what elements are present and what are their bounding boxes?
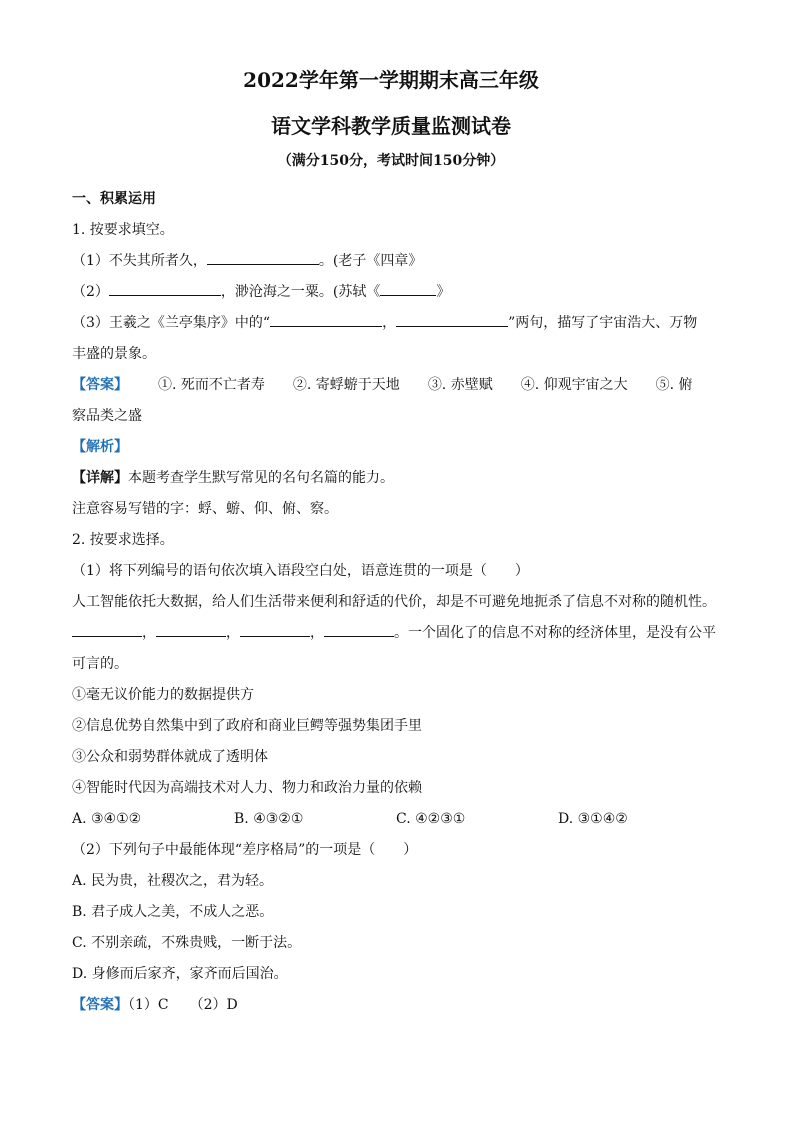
q1-item2-text-a: （2） — [72, 284, 109, 300]
q1-item1-text-a: （1）不失其所者久， — [72, 253, 207, 269]
q1-item3-text-b: ， — [382, 315, 397, 331]
fill-blank — [380, 279, 436, 296]
fill-blank — [72, 620, 142, 637]
exam-title-line1: 2022学年第一学期期末高三年级 — [243, 68, 539, 92]
fill-blank — [396, 310, 508, 327]
sentence-option-4: ④智能时代因为高端技术对人力、物力和政治力量的依赖 — [72, 780, 422, 796]
fill-blank — [156, 620, 226, 637]
detail-line — [72, 463, 710, 494]
answer-item: ⑤. 俯 — [655, 377, 693, 393]
section-heading: 一、积累运用 — [72, 191, 156, 207]
passage-line-2 — [72, 618, 716, 649]
q1-item2-text-b: ，渺沧海之一粟。(苏轼《 — [220, 284, 381, 300]
question-2-1-choices — [72, 804, 710, 835]
choice-d: D. ③①④② — [558, 811, 628, 827]
sentence-option-3: ③公众和弱势群体就成了透明体 — [72, 749, 268, 765]
question-2-answer — [72, 990, 710, 1021]
q1-item2-text-c: 》 — [436, 284, 451, 300]
choice-c: C. ④②③① — [396, 811, 466, 827]
q1-item3-text-c: ”两句，描写了宇宙浩大、万物 — [508, 315, 698, 331]
question-1-item-2 — [72, 277, 710, 308]
choice-a: A. 民为贵，社稷次之，君为轻。 — [72, 873, 274, 889]
note-line: 注意容易写错的字：蜉、蝣、仰、俯、察。 — [72, 501, 338, 517]
question-1-answer — [72, 370, 710, 401]
choice-d: D. 身修而后家齐，家齐而后国治。 — [72, 966, 288, 982]
answer-tag: 【答案】 — [72, 997, 128, 1013]
choice-b: B. ④③②① — [234, 811, 304, 827]
exam-subtitle: （满分150分，考试时间150分钟） — [277, 153, 505, 169]
detail-tag: 【详解】 — [72, 470, 128, 486]
answer-item: ①. 死而不亡者寿 — [158, 377, 265, 393]
question-2-stem: 2. 按要求选择。 — [72, 532, 174, 548]
comma: ， — [310, 625, 324, 641]
fill-blank — [109, 279, 221, 296]
q1-item1-text-b: 。(老子《四章》 — [318, 253, 423, 269]
sentence-option-1: ①毫无议价能力的数据提供方 — [72, 687, 254, 703]
answer-tag: 【答案】 — [72, 377, 128, 393]
exam-title-line2: 语文学科教学质量监测试卷 — [271, 114, 511, 138]
question-1-stem: 1. 按要求填空。 — [72, 222, 174, 238]
passage-line-1: 人工智能依托大数据，给人们生活带来便利和舒适的代价，却是不可避免地扼杀了信息不对称的随机性。 — [72, 594, 716, 610]
question-1-item-3 — [72, 308, 710, 339]
passage-line-2-end: 。一个固化了的信息不对称的经济体里，是没有公平 — [394, 625, 716, 641]
detail-text: 本题考查学生默写常见的名句名篇的能力。 — [128, 470, 394, 486]
question-2-sub-2: （2）下列句子中最能体现“差序格局”的一项是（ ） — [72, 842, 418, 858]
fill-blank — [240, 620, 310, 637]
comma: ， — [226, 625, 240, 641]
answer-item: ③. 赤壁赋 — [427, 377, 493, 393]
q1-item3-text-a: （3）王羲之《兰亭集序》中的“ — [72, 315, 271, 331]
fill-blank — [207, 248, 319, 265]
answer-item: ④. 仰观宇宙之大 — [520, 377, 628, 393]
answer-text: （1）C （2）D — [128, 997, 238, 1013]
fill-blank — [270, 310, 382, 327]
sentence-option-2: ②信息优势自然集中到了政府和商业巨鳄等强势集团手里 — [72, 718, 422, 734]
choice-b: B. 君子成人之美，不成人之恶。 — [72, 904, 274, 920]
question-1-answer-cont: 察品类之盛 — [72, 408, 142, 424]
choice-c: C. 不别亲疏，不殊贵贱，一断于法。 — [72, 935, 302, 951]
analysis-tag: 【解析】 — [72, 439, 128, 455]
answer-item: ②. 寄蜉蝣于天地 — [292, 377, 400, 393]
comma: ， — [142, 625, 156, 641]
question-1-item-1 — [72, 246, 710, 277]
question-1-item-3-cont: 丰盛的景象。 — [72, 346, 156, 362]
question-2-sub-1: （1）将下列编号的语句依次填入语段空白处，语意连贯的一项是（ ） — [72, 563, 529, 579]
passage-line-3: 可言的。 — [72, 656, 128, 672]
fill-blank — [324, 620, 394, 637]
choice-a: A. ③④①② — [72, 811, 142, 827]
